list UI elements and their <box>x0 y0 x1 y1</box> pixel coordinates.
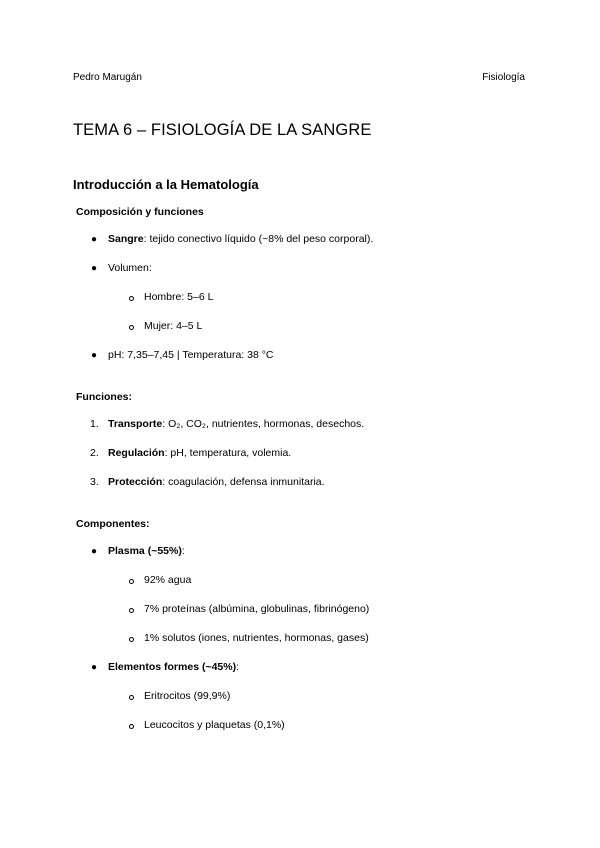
sangre-label: Sangre <box>108 233 144 245</box>
elementos-item: Eritrocitos (99,9%) <box>144 690 231 702</box>
header-author: Pedro Marugán <box>73 72 142 83</box>
hollow-bullet-icon <box>129 724 134 729</box>
list-number: 2. <box>90 447 99 459</box>
bullet-icon: ● <box>91 546 98 557</box>
bullet-icon: ● <box>91 234 98 245</box>
list-item <box>108 447 291 459</box>
hollow-bullet-icon <box>129 325 134 330</box>
section-heading: Introducción a la Hematología <box>73 177 259 192</box>
item-label: Protección <box>108 476 163 488</box>
hollow-bullet-icon <box>129 695 134 700</box>
elementos-line <box>108 661 239 673</box>
hollow-bullet-icon <box>129 296 134 301</box>
plasma-item: 1% solutos (iones, nutrientes, hormonas, gases) <box>144 632 369 644</box>
bullet-icon: ● <box>91 662 98 673</box>
item-label: Transporte <box>108 418 163 430</box>
page-title: TEMA 6 – FISIOLOGÍA DE LA SANGRE <box>73 121 372 139</box>
item-text: : O₂, CO₂, nutrientes, hormonas, desechos. <box>162 418 365 430</box>
funciones-heading: Funciones: <box>76 391 133 403</box>
plasma-colon: : <box>181 545 185 557</box>
item-label: Regulación <box>108 447 165 459</box>
plasma-item: 7% proteínas (albúmina, globulinas, fibrinógeno) <box>144 603 370 615</box>
list-number: 1. <box>90 418 99 430</box>
sangre-line <box>108 233 373 245</box>
plasma-label: Plasma (~55%) <box>108 545 182 557</box>
ph-text: pH: 7,35–7,45 | Temperatura: 38 °C <box>108 349 274 361</box>
hollow-bullet-icon <box>129 637 134 642</box>
composicion-heading: Composición y funciones <box>76 206 204 218</box>
sangre-text: : tejido conectivo líquido (~8% del peso corporal). <box>143 233 374 245</box>
plasma-item: 92% agua <box>144 574 192 586</box>
elementos-label: Elementos formes (~45%) <box>108 661 237 673</box>
plasma-line <box>108 545 185 557</box>
list-item <box>108 418 364 430</box>
hollow-bullet-icon <box>129 579 134 584</box>
bullet-icon: ● <box>91 263 98 274</box>
hombre-text: Hombre: 5–6 L <box>144 291 214 303</box>
bullet-icon: ● <box>91 350 98 361</box>
mujer-text: Mujer: 4–5 L <box>144 320 203 332</box>
elementos-item: Leucocitos y plaquetas (0,1%) <box>144 719 285 731</box>
elementos-colon: : <box>236 661 240 673</box>
componentes-heading: Componentes: <box>76 518 150 530</box>
item-text: : coagulación, defensa inmunitaria. <box>162 476 325 488</box>
list-number: 3. <box>90 476 99 488</box>
volumen-label: Volumen: <box>108 262 152 274</box>
header-subject: Fisiología <box>482 72 525 83</box>
hollow-bullet-icon <box>129 608 134 613</box>
list-item <box>108 476 325 488</box>
item-text: : pH, temperatura, volemia. <box>164 447 292 459</box>
